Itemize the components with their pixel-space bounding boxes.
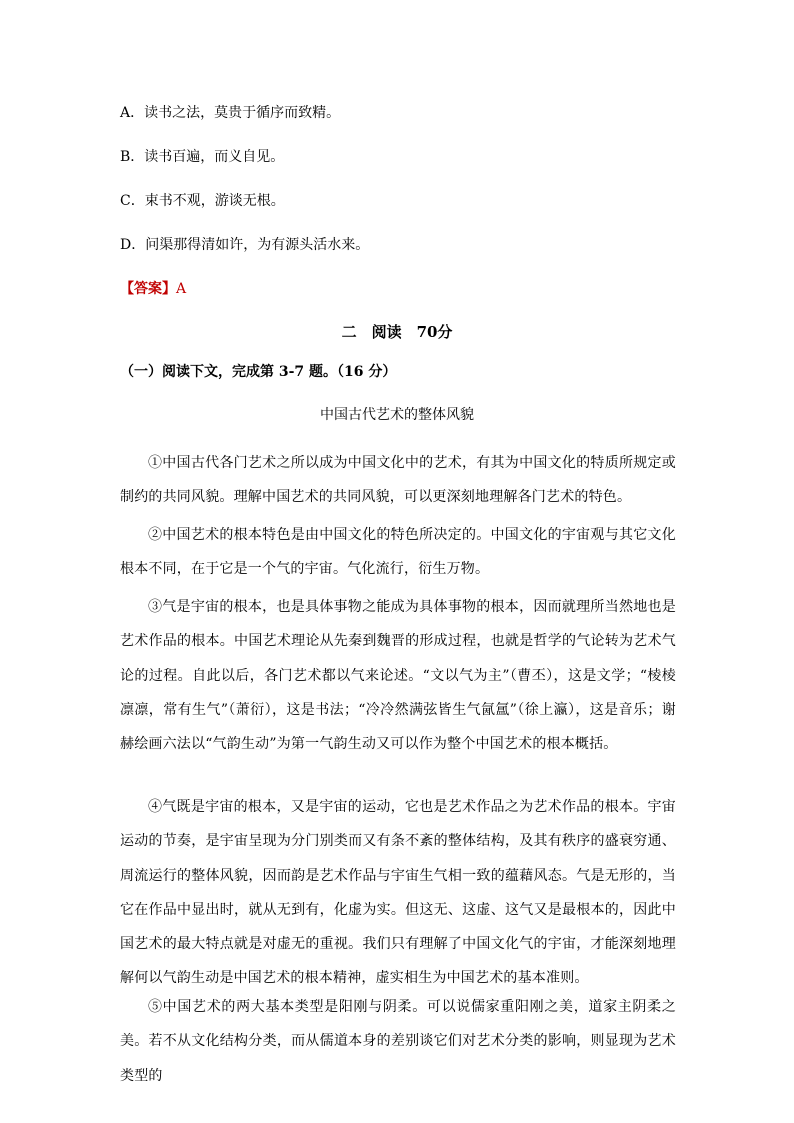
article-paragraph-1: ①中国古代各门艺术之所以成为中国文化中的艺术，有其为中国文化的特质所规定或制约的共同风貌。理解中国艺术的共同风貌，可以更深刻地理解各门艺术的特色。 [120, 455, 676, 506]
option-a: A．读书之法，莫贵于循序而致精。 [120, 105, 341, 121]
option-b: B．读书百遍，而义自见。 [120, 149, 285, 165]
answer-line [120, 279, 186, 299]
section-title: 二 阅读 70分 [341, 323, 453, 341]
article-paragraph-4: ④气既是宇宙的根本，又是宇宙的运动，它也是艺术作品之为艺术作品的根本。宇宙运动的节奏，是宇宙呈现为分门别类而又有条不紊的整体结构，及其有秩序的盛衰穷通、周流运行的整体风貌，因而韵是艺术作品与宇宙生气相一致的蕴藉风态。气是无形的，当它在作品中显出时，就从无到有，化虚为实。但这无、这虚、这气又是最根本的，因此中国艺术的最大特点就是对虚无的重视。我们只有理解了中国文化气的宇宙，才能深刻地理解何以气韵生动是中国艺术的根本精神，虚实相生为中国艺术的基本准则。 [120, 799, 676, 987]
answer-label: 【答案】 [120, 281, 176, 297]
article-paragraph-2: ②中国艺术的根本特色是由中国文化的特色所决定的。中国文化的宇宙观与其它文化根本不同，在于它是一个气的宇宙。气化流行，衍生万物。 [120, 527, 676, 578]
article-paragraph-5: ⑤中国艺术的两大基本类型是阳刚与阴柔。可以说儒家重阳刚之美，道家主阴柔之美。若不从文化结构分类，而从儒道本身的差别谈它们对艺术分类的影响，则显现为艺术类型的 [120, 999, 676, 1084]
answer-value: A [176, 281, 187, 297]
article-title: 中国古代艺术的整体风貌 [320, 407, 474, 423]
option-c: C．束书不观，游谈无根。 [120, 193, 285, 209]
article-paragraph-3: ③气是宇宙的根本，也是具体事物之能成为具体事物的根本，因而就理所当然地也是艺术作品的根本。中国艺术理论从先秦到魏晋的形成过程，也就是哲学的气论转为艺术气论的过程。自此以后，各门艺术都以气来论述。“文以气为主”（曹丕），这是文学；“棱棱凛凛，常有生气”（萧衍），这是书法；“冷冷然满弦皆生气氤氲”（徐上瀛），这是音乐；谢赫绘画六法以“气韵生动”为第一气韵生动又可以作为整个中国艺术的根本概括。 [120, 599, 676, 753]
option-d: D．问渠那得清如许，为有源头活水来。 [120, 237, 370, 253]
question-group-heading: （一）阅读下文，完成第 3-7 题。（16 分） [120, 364, 397, 380]
